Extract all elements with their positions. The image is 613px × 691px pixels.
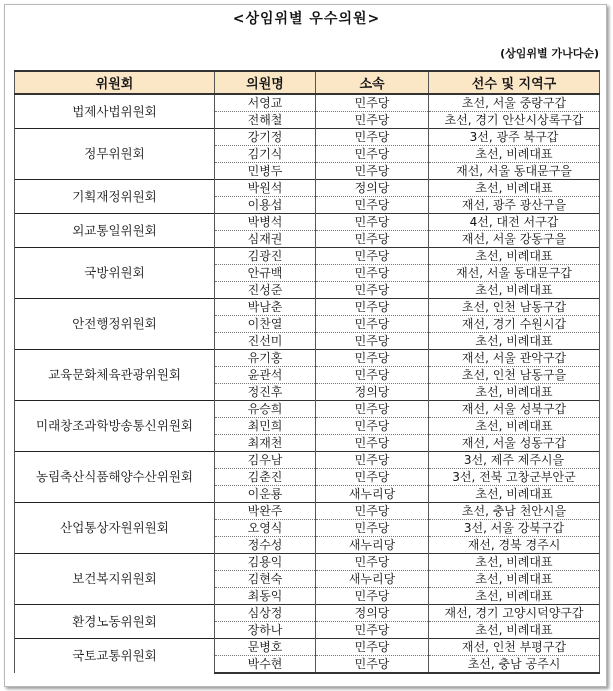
party-cell: 민주당 bbox=[316, 401, 429, 418]
party-cell: 정의당 bbox=[316, 384, 429, 401]
party-cell: 민주당 bbox=[316, 197, 429, 214]
table-row bbox=[15, 605, 600, 622]
committee-cell: 법제사법위원회 bbox=[15, 94, 215, 129]
term-district-cell: 초선, 비례대표 bbox=[429, 180, 600, 197]
term-district-cell: 재선, 서울 관악구갑 bbox=[429, 350, 600, 367]
member-name-cell: 김광진 bbox=[215, 248, 316, 265]
member-name-cell: 전해철 bbox=[215, 112, 316, 129]
member-name-cell: 박남춘 bbox=[215, 299, 316, 316]
table-row bbox=[15, 554, 600, 571]
party-cell: 새누리당 bbox=[316, 537, 429, 554]
table-row bbox=[15, 503, 600, 520]
member-name-cell: 최동익 bbox=[215, 588, 316, 605]
party-cell: 민주당 bbox=[316, 146, 429, 163]
term-district-cell: 초선, 경기 안산시상록구갑 bbox=[429, 112, 600, 129]
member-name-cell: 김춘진 bbox=[215, 469, 316, 486]
member-name-cell: 유기홍 bbox=[215, 350, 316, 367]
party-cell: 민주당 bbox=[316, 350, 429, 367]
member-name-cell: 박원석 bbox=[215, 180, 316, 197]
party-cell: 민주당 bbox=[316, 214, 429, 231]
party-cell: 정의당 bbox=[316, 605, 429, 622]
member-name-cell: 박완주 bbox=[215, 503, 316, 520]
table-body bbox=[15, 94, 600, 673]
party-cell: 민주당 bbox=[316, 248, 429, 265]
member-name-cell: 장하나 bbox=[215, 622, 316, 639]
party-cell: 민주당 bbox=[316, 94, 429, 112]
table-row bbox=[15, 401, 600, 418]
table-row bbox=[15, 452, 600, 469]
member-name-cell: 심상정 bbox=[215, 605, 316, 622]
header-party: 소속 bbox=[316, 71, 429, 94]
party-cell: 민주당 bbox=[316, 333, 429, 350]
member-name-cell: 김용익 bbox=[215, 554, 316, 571]
term-district-cell: 초선, 비례대표 bbox=[429, 571, 600, 588]
committee-cell: 교육문화체육관광위원회 bbox=[15, 350, 215, 401]
member-name-cell: 문병호 bbox=[215, 639, 316, 656]
party-cell: 민주당 bbox=[316, 282, 429, 299]
term-district-cell: 초선, 인천 남동구을 bbox=[429, 367, 600, 384]
term-district-cell: 4선, 대전 서구갑 bbox=[429, 214, 600, 231]
member-name-cell: 진성준 bbox=[215, 282, 316, 299]
party-cell: 민주당 bbox=[316, 452, 429, 469]
party-cell: 정의당 bbox=[316, 180, 429, 197]
member-name-cell: 정수성 bbox=[215, 537, 316, 554]
party-cell: 민주당 bbox=[316, 316, 429, 333]
term-district-cell: 초선, 비례대표 bbox=[429, 486, 600, 503]
member-name-cell: 이용섭 bbox=[215, 197, 316, 214]
member-name-cell: 진선미 bbox=[215, 333, 316, 350]
member-name-cell: 최민희 bbox=[215, 418, 316, 435]
party-cell: 민주당 bbox=[316, 588, 429, 605]
party-cell: 민주당 bbox=[316, 367, 429, 384]
table-row bbox=[15, 639, 600, 656]
term-district-cell: 재선, 서울 동대문구갑 bbox=[429, 265, 600, 282]
term-district-cell: 초선, 비례대표 bbox=[429, 146, 600, 163]
term-district-cell: 재선, 경기 수원시갑 bbox=[429, 316, 600, 333]
table-row bbox=[15, 129, 600, 146]
member-name-cell: 박병석 bbox=[215, 214, 316, 231]
member-name-cell: 김우남 bbox=[215, 452, 316, 469]
party-cell: 민주당 bbox=[316, 435, 429, 452]
term-district-cell: 3선, 제주 제주시을 bbox=[429, 452, 600, 469]
term-district-cell: 초선, 비례대표 bbox=[429, 384, 600, 401]
term-district-cell: 재선, 서울 성동구갑 bbox=[429, 435, 600, 452]
term-district-cell: 재선, 서울 강동구을 bbox=[429, 231, 600, 248]
member-name-cell: 이찬열 bbox=[215, 316, 316, 333]
party-cell: 민주당 bbox=[316, 265, 429, 282]
term-district-cell: 초선, 비례대표 bbox=[429, 282, 600, 299]
term-district-cell: 초선, 비례대표 bbox=[429, 622, 600, 639]
sort-note: (상임위별 가나다순) bbox=[500, 47, 599, 60]
term-district-cell: 초선, 충남 공주시 bbox=[429, 656, 600, 674]
member-name-cell: 박수현 bbox=[215, 656, 316, 674]
party-cell: 민주당 bbox=[316, 503, 429, 520]
committee-members-table bbox=[14, 70, 600, 674]
party-cell: 민주당 bbox=[316, 418, 429, 435]
committee-cell: 국방위원회 bbox=[15, 248, 215, 299]
party-cell: 민주당 bbox=[316, 554, 429, 571]
table-row bbox=[15, 248, 600, 265]
committee-cell: 정무위원회 bbox=[15, 129, 215, 180]
header-committee: 위원회 bbox=[15, 71, 215, 94]
term-district-cell: 초선, 비례대표 bbox=[429, 248, 600, 265]
party-cell: 민주당 bbox=[316, 656, 429, 674]
term-district-cell: 초선, 인천 남동구갑 bbox=[429, 299, 600, 316]
committee-cell: 보건복지위원회 bbox=[15, 554, 215, 605]
party-cell: 새누리당 bbox=[316, 486, 429, 503]
committee-cell: 외교통일위원회 bbox=[15, 214, 215, 248]
committee-cell: 농림축산식품해양수산위원회 bbox=[15, 452, 215, 503]
party-cell: 민주당 bbox=[316, 112, 429, 129]
term-district-cell: 재선, 경북 경주시 bbox=[429, 537, 600, 554]
header-member-name: 의원명 bbox=[215, 71, 316, 94]
committee-cell: 환경노동위원회 bbox=[15, 605, 215, 639]
committee-cell: 안전행정위원회 bbox=[15, 299, 215, 350]
committee-cell: 국토교통위원회 bbox=[15, 639, 215, 674]
term-district-cell: 재선, 서울 동대문구을 bbox=[429, 163, 600, 180]
party-cell: 민주당 bbox=[316, 639, 429, 656]
party-cell: 민주당 bbox=[316, 520, 429, 537]
member-name-cell: 안규백 bbox=[215, 265, 316, 282]
member-name-cell: 윤관석 bbox=[215, 367, 316, 384]
party-cell: 민주당 bbox=[316, 622, 429, 639]
committee-cell: 기획재정위원회 bbox=[15, 180, 215, 214]
member-name-cell: 서영교 bbox=[215, 94, 316, 112]
committee-cell: 미래창조과학방송통신위원회 bbox=[15, 401, 215, 452]
member-name-cell: 강기정 bbox=[215, 129, 316, 146]
page-title: <상임위별 우수의원> bbox=[232, 11, 381, 27]
party-cell: 민주당 bbox=[316, 163, 429, 180]
table-row bbox=[15, 180, 600, 197]
member-name-cell: 김현숙 bbox=[215, 571, 316, 588]
table-row bbox=[15, 299, 600, 316]
party-cell: 새누리당 bbox=[316, 571, 429, 588]
party-cell: 민주당 bbox=[316, 231, 429, 248]
term-district-cell: 초선, 비례대표 bbox=[429, 554, 600, 571]
party-cell: 민주당 bbox=[316, 469, 429, 486]
member-name-cell: 정진후 bbox=[215, 384, 316, 401]
term-district-cell: 초선, 비례대표 bbox=[429, 418, 600, 435]
term-district-cell: 초선, 충남 천안시을 bbox=[429, 503, 600, 520]
member-name-cell: 이운룡 bbox=[215, 486, 316, 503]
table-row bbox=[15, 350, 600, 367]
member-name-cell: 김기식 bbox=[215, 146, 316, 163]
member-name-cell: 유승희 bbox=[215, 401, 316, 418]
table-header-row bbox=[15, 71, 600, 94]
header-term-district: 선수 및 지역구 bbox=[429, 71, 600, 94]
term-district-cell: 초선, 서울 중랑구갑 bbox=[429, 94, 600, 112]
term-district-cell: 재선, 인천 부평구갑 bbox=[429, 639, 600, 656]
member-name-cell: 심재권 bbox=[215, 231, 316, 248]
term-district-cell: 재선, 서울 성북구갑 bbox=[429, 401, 600, 418]
party-cell: 민주당 bbox=[316, 299, 429, 316]
term-district-cell: 초선, 비례대표 bbox=[429, 588, 600, 605]
member-name-cell: 오영식 bbox=[215, 520, 316, 537]
term-district-cell: 3선, 광주 북구갑 bbox=[429, 129, 600, 146]
member-name-cell: 최재천 bbox=[215, 435, 316, 452]
term-district-cell: 3선, 서울 강북구갑 bbox=[429, 520, 600, 537]
table-row bbox=[15, 94, 600, 112]
term-district-cell: 초선, 비례대표 bbox=[429, 333, 600, 350]
term-district-cell: 재선, 경기 고양시덕양구갑 bbox=[429, 605, 600, 622]
member-name-cell: 민병두 bbox=[215, 163, 316, 180]
term-district-cell: 재선, 광주 광산구을 bbox=[429, 197, 600, 214]
table-row bbox=[15, 214, 600, 231]
party-cell: 민주당 bbox=[316, 129, 429, 146]
term-district-cell: 3선, 전북 고창군부안군 bbox=[429, 469, 600, 486]
committee-cell: 산업통상자원위원회 bbox=[15, 503, 215, 554]
